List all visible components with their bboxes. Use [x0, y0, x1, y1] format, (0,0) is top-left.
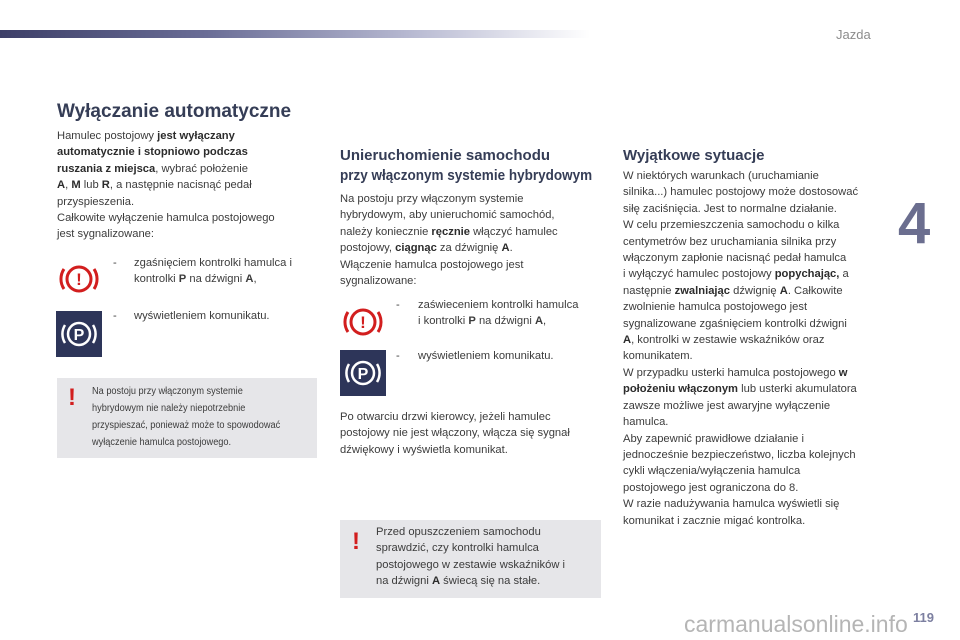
- text-line: [134, 271, 324, 287]
- text-run: M: [71, 179, 81, 192]
- text-run: na dźwigni: [376, 575, 432, 588]
- text-run: P: [468, 315, 476, 328]
- text-run: cykli włączenia/wyłączenia hamulca: [623, 465, 801, 478]
- left-item1-dash: -: [113, 257, 117, 269]
- text-run: postojowego jest ograniczona do 8.: [623, 481, 799, 494]
- middle-title-line2: przy włączonym systemie hybrydowym: [340, 167, 593, 184]
- text-line: [623, 447, 893, 463]
- text-run: jest sygnalizowane:: [57, 228, 155, 241]
- text-run: lub: [80, 179, 102, 192]
- text-line: przyspieszać, ponieważ może to spowodować: [92, 420, 281, 431]
- text-run: P: [178, 273, 187, 286]
- text-run: ,: [253, 273, 257, 286]
- page-number: 119: [913, 610, 934, 625]
- text-run: na dźwigni: [475, 315, 535, 328]
- text-run: w: [838, 366, 848, 379]
- text-run: postojowego w zestawie wskaźników i: [376, 558, 566, 571]
- left-item2: wyświetleniem komunikatu.: [134, 310, 270, 322]
- text-line: [623, 496, 893, 512]
- text-run: popychając,: [774, 268, 840, 281]
- text-run: A: [245, 273, 254, 286]
- brake-warning-icon-middle: [340, 299, 386, 345]
- text-run: komunikatem.: [623, 350, 693, 363]
- text-run: i wyłączyć hamulec postojowy: [623, 268, 775, 281]
- parking-brake-icon-middle-glyph: P: [357, 366, 369, 383]
- text-line: [623, 431, 893, 447]
- text-run: a: [839, 268, 849, 281]
- text-line: [623, 250, 893, 266]
- text-line: [340, 207, 605, 223]
- right-body: [623, 168, 893, 529]
- left-item1: [134, 255, 324, 288]
- text-line: [340, 273, 605, 289]
- text-run: A: [57, 179, 66, 192]
- text-line: postojowy nie jest włączony, włącza się sygnał: [340, 427, 570, 440]
- middle-item1-dash: -: [396, 299, 400, 311]
- text-run: , wybrać położenie: [155, 162, 248, 175]
- text-run: A: [623, 334, 632, 347]
- text-run: Włączenie hamulca postojowego jest: [340, 258, 524, 271]
- text-run: Całkowite wyłączenie hamulca postojowego: [57, 212, 275, 225]
- text-run: A: [779, 284, 788, 297]
- brake-warning-icon: [56, 256, 102, 302]
- text-line: [623, 217, 893, 233]
- text-run: włączyć hamulec: [469, 225, 558, 238]
- middle-after: [340, 409, 610, 458]
- text-run: A: [534, 315, 544, 328]
- text-run: silnika...) hamulec postojowy może dostosować: [623, 186, 859, 199]
- text-run: W przypadku usterki hamulca postojowego: [623, 366, 839, 379]
- text-run: R: [101, 179, 110, 192]
- text-line: [623, 201, 893, 217]
- parking-brake-icon-middle: [340, 350, 386, 396]
- text-run: , a następnie nacisnąć pedał: [109, 179, 252, 192]
- text-run: ,: [543, 315, 547, 328]
- text-line: [623, 398, 893, 414]
- text-line: [418, 297, 608, 313]
- text-run: zgaśnięciem kontrolki hamulca i: [134, 257, 292, 269]
- text-line: [623, 299, 893, 315]
- text-run: postojowy,: [340, 242, 396, 255]
- text-run: ciągnąc: [395, 242, 437, 255]
- text-run: jednocześnie bezpieczeństwo, liczba kolejnych: [623, 448, 856, 461]
- warning-icon: !: [68, 384, 76, 411]
- text-line: [57, 161, 317, 177]
- text-line: [623, 480, 893, 496]
- text-run: lub usterki akumulatora: [738, 383, 857, 396]
- text-line: [623, 266, 893, 282]
- text-line: [340, 257, 605, 273]
- text-run: dźwignię: [729, 284, 780, 297]
- middle-item2-dash: -: [396, 350, 400, 362]
- text-run: hybrydowym, aby unieruchomić samochód,: [340, 209, 555, 222]
- left-warning-text: [92, 383, 313, 451]
- text-run: ręcznie: [431, 225, 470, 238]
- text-line: [340, 224, 605, 240]
- text-run: .: [509, 242, 513, 255]
- text-run: Przed opuszczeniem samochodu: [376, 526, 541, 538]
- text-run: następnie: [623, 284, 675, 297]
- left-title: Wyłączanie automatyczne: [57, 101, 292, 122]
- parking-brake-icon: [56, 311, 102, 357]
- text-line: Na postoju przy włączonym systemie: [92, 386, 243, 397]
- text-line: [623, 513, 893, 529]
- text-line: [623, 283, 893, 299]
- text-run: przyspieszenia.: [57, 195, 135, 208]
- text-line: [623, 463, 893, 479]
- text-run: i kontrolki: [418, 315, 469, 328]
- middle-warning-text: [376, 524, 601, 590]
- text-line: [340, 191, 605, 207]
- text-run: automatycznie i stopniowo podczas: [57, 146, 248, 159]
- text-line: dźwiękowy i wyświetla komunikat.: [340, 443, 508, 456]
- text-line: [57, 144, 317, 160]
- text-run: sprawdzić, czy kontrolki hamulca: [376, 542, 539, 555]
- text-line: hybrydowym nie należy niepotrzebnie: [92, 403, 246, 414]
- text-run: ruszania z miejsca: [57, 162, 156, 175]
- text-run: W niektórych warunkach (uruchamianie: [623, 170, 819, 182]
- text-run: włączonym zapłonie nacisnąć pedał hamulca: [623, 252, 847, 265]
- right-title: Wyjątkowe sytuacje: [623, 147, 765, 164]
- text-run: należy koniecznie: [340, 225, 432, 238]
- text-run: zwolnienie hamulca postojowego jest: [623, 301, 808, 314]
- text-line: [57, 177, 317, 193]
- text-run: ,: [65, 179, 72, 192]
- middle-warning-box: [340, 520, 601, 598]
- text-run: A: [501, 242, 510, 255]
- text-run: świecą się na stałe.: [440, 575, 541, 588]
- text-run: jest wyłączany: [157, 130, 235, 142]
- text-run: W razie nadużywania hamulca wyświetli się: [623, 498, 840, 511]
- text-line: [623, 365, 893, 381]
- text-line: [623, 414, 893, 430]
- chapter-number: 4: [898, 191, 931, 256]
- text-line: Po otwarciu drzwi kierowcy, jeżeli hamulec: [340, 411, 551, 423]
- text-line: [623, 316, 893, 332]
- text-line: [623, 168, 893, 184]
- middle-intro: [340, 191, 605, 289]
- text-line: [376, 557, 601, 573]
- text-run: sygnalizowane zgaśnięciem kontrolki dźwigni: [623, 317, 847, 330]
- header-bar: [0, 30, 590, 38]
- text-run: A: [431, 575, 441, 588]
- text-run: sygnalizowane:: [340, 275, 417, 288]
- text-line: [57, 194, 317, 210]
- text-line: [57, 210, 317, 226]
- text-line: [376, 573, 601, 589]
- text-run: kontrolki: [134, 273, 179, 286]
- middle-item2: wyświetleniem komunikatu.: [418, 350, 554, 362]
- text-line: [376, 540, 601, 556]
- text-run: centymetrów bez uruchamiania silnika przy: [623, 235, 837, 248]
- text-line: [623, 332, 893, 348]
- text-run: siłę zaciśnięcia. Jest to normalne działanie.: [623, 202, 837, 215]
- text-line: [623, 381, 893, 397]
- left-intro: [57, 128, 317, 243]
- text-line: [340, 240, 605, 256]
- text-run: za dźwignię: [436, 242, 502, 255]
- text-line: [623, 348, 893, 364]
- text-line: [376, 524, 601, 540]
- text-run: W celu przemieszczenia samochodu o kilka: [623, 219, 840, 232]
- parking-brake-icon-glyph: P: [73, 327, 85, 344]
- left-warning-box: [57, 378, 317, 458]
- text-run: Aby zapewnić prawidłowe działanie i: [623, 432, 804, 445]
- text-run: , kontrolki w zestawie wskaźników oraz: [631, 334, 825, 347]
- text-line: [418, 313, 608, 329]
- text-line: [623, 184, 893, 200]
- warning-icon-middle: !: [352, 528, 360, 555]
- text-line: [57, 128, 317, 144]
- text-run: zawsze możliwe jest awaryjne wyłączenie: [623, 399, 831, 412]
- left-item2-dash: -: [113, 310, 117, 322]
- text-run: na dźwigni: [186, 273, 246, 286]
- text-line: wyłączenie hamulca postojowego.: [92, 437, 232, 448]
- middle-item1: [418, 297, 608, 330]
- text-run: komunikat i zacznie migać kontrolka.: [623, 514, 806, 527]
- brake-warning-icon-middle-glyph: !: [360, 313, 366, 332]
- text-run: hamulca.: [623, 416, 669, 429]
- brake-warning-icon-glyph: !: [76, 270, 82, 289]
- text-run: Na postoju przy włączonym systemie: [340, 193, 524, 205]
- text-line: [623, 234, 893, 250]
- text-run: zwalniając: [674, 284, 730, 297]
- text-run: położeniu włączonym: [623, 383, 738, 396]
- text-run: Hamulec postojowy: [57, 130, 158, 142]
- text-run: zaświeceniem kontrolki hamulca: [418, 299, 579, 311]
- watermark: carmanualsonline.info: [684, 611, 908, 637]
- section-label: Jazda: [836, 27, 871, 42]
- text-run: . Całkowite: [787, 284, 843, 297]
- text-line: [57, 226, 317, 242]
- text-line: [134, 255, 324, 271]
- middle-title-line1: Unieruchomienie samochodu: [340, 147, 551, 164]
